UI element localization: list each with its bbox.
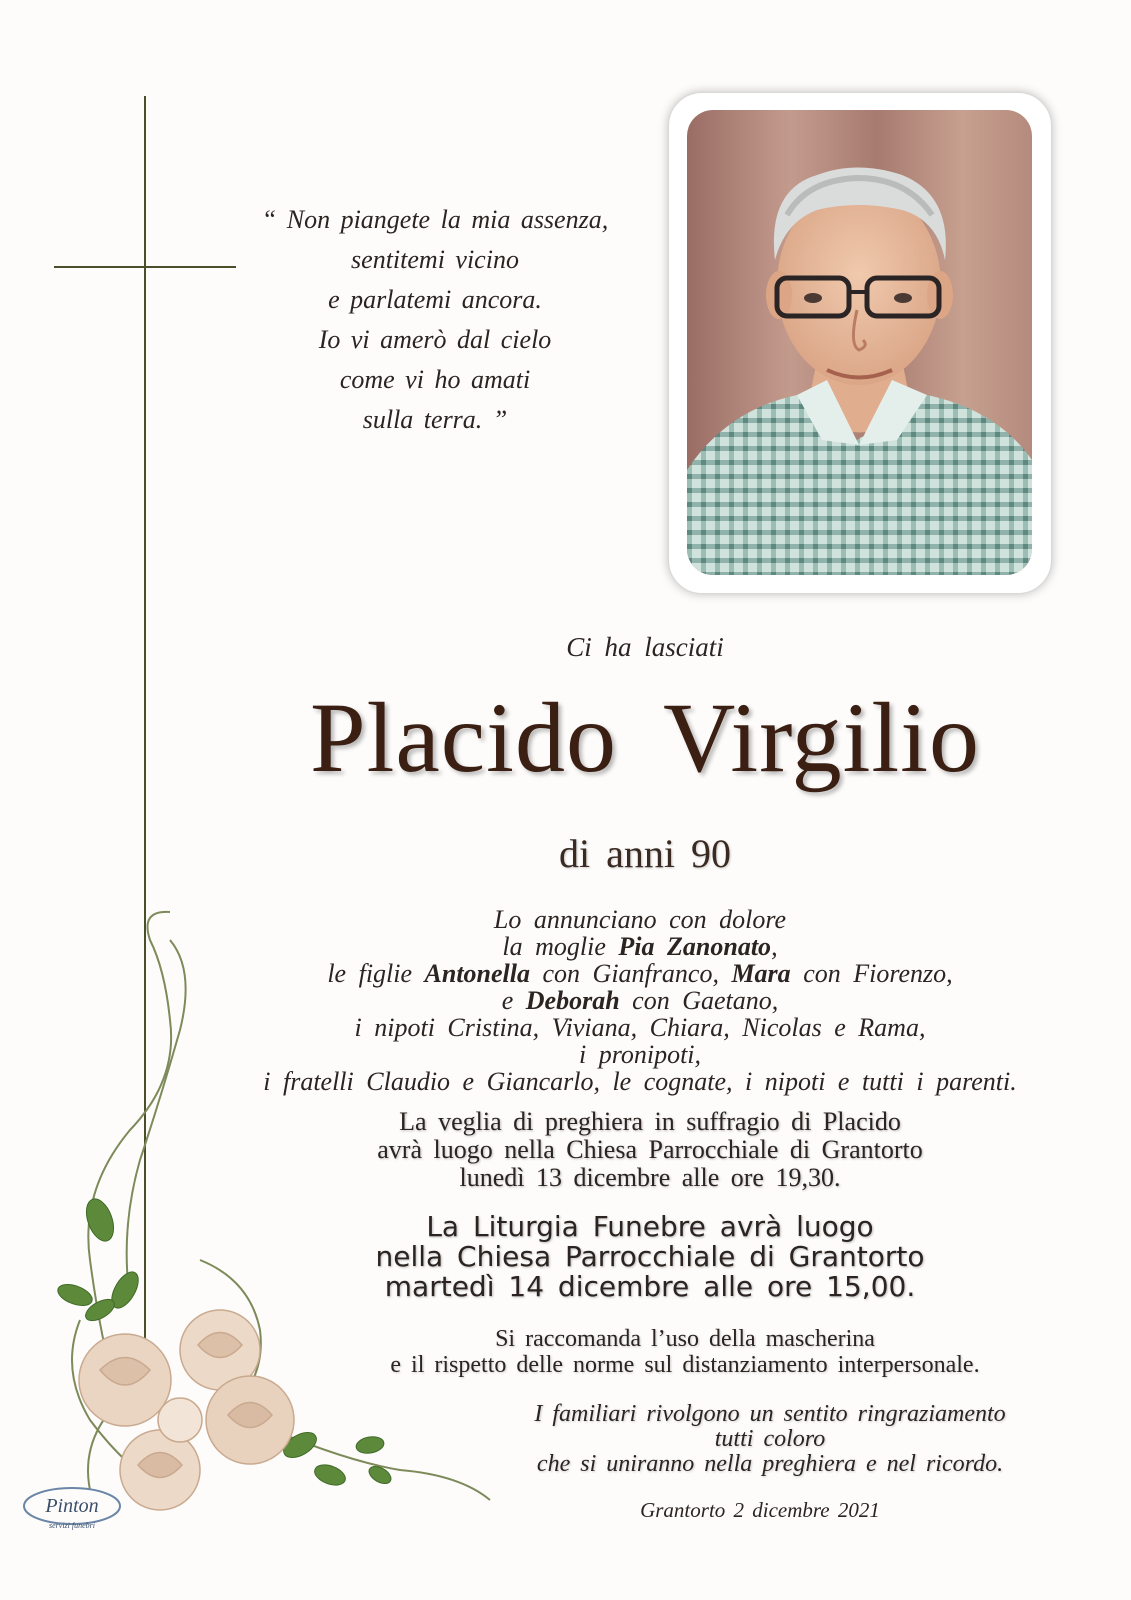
deceased-name: Placido Virgilio: [310, 682, 980, 793]
svg-text:Pinton: Pinton: [45, 1495, 99, 1517]
daughter-name: Deborah: [525, 986, 620, 1015]
vigil-line: La veglia di preghiera in suffragio di Placido: [399, 1107, 901, 1136]
announcement-line: i pronipoti,: [578, 1040, 702, 1069]
announcement-line: i fratelli Claudio e Giancarlo, le cognate, i nipoti e tutti i parenti.: [263, 1067, 1017, 1096]
funeral-line: martedì 14 dicembre alle ore 15,00.: [384, 1270, 916, 1303]
quote-line: sulla terra. ”: [362, 405, 508, 434]
funeral-line: nella Chiesa Parrocchiale di Grantorto: [375, 1240, 925, 1273]
thanks-line: I familiari rivolgono un sentito ringraziamento: [534, 1401, 1006, 1427]
memorial-quote: [220, 200, 650, 440]
quote-line: come vi ho amati: [339, 365, 531, 394]
quote-line: “ Non piangete la mia assenza,: [261, 205, 609, 234]
pinton-logo: [20, 1480, 130, 1540]
portrait-illustration: [687, 110, 1032, 575]
portrait-photo: [687, 110, 1032, 575]
svg-text:servizi funebri: servizi funebri: [49, 1521, 95, 1530]
wife-name: Pia Zanonato: [618, 932, 772, 961]
announcement-line: la moglie Pia Zanonato,: [502, 932, 778, 961]
daughter-name: Mara: [731, 959, 791, 988]
vigil-line: lunedì 13 dicembre alle ore 19,30.: [459, 1163, 841, 1192]
place-date: Grantorto 2 dicembre 2021: [640, 1498, 880, 1522]
cross-horizontal-bar: [54, 266, 236, 268]
daughter-name: Antonella: [424, 959, 531, 988]
thanks-line: tutti coloro: [714, 1426, 826, 1452]
quote-line: Io vi amerò dal cielo: [318, 325, 552, 354]
pinton-logo-graphic: [20, 1480, 130, 1540]
announcement-line: le figlie Antonella con Gianfranco, Mara con Fiorenzo,: [327, 959, 953, 988]
quote-line: e parlatemi ancora.: [328, 285, 542, 314]
announcement-line: i nipoti Cristina, Viviana, Chiara, Nicolas e Rama,: [354, 1013, 926, 1042]
floral-decoration: [20, 900, 540, 1560]
notice-line: Si raccomanda l’uso della mascherina: [495, 1326, 875, 1352]
vigil-line: avrà luogo nella Chiesa Parrocchiale di Grantorto: [377, 1135, 923, 1164]
notice-line: e il rispetto delle norme sul distanziamento interpersonale.: [390, 1352, 980, 1378]
announcement-line: Lo annunciano con dolore: [493, 905, 787, 934]
announcement-line: e Deborah con Gaetano,: [501, 986, 779, 1015]
quote-line: sentitemi vicino: [351, 245, 519, 274]
funeral-line: La Liturgia Funebre avrà luogo: [426, 1210, 874, 1243]
thanks-line: che si uniranno nella preghiera e nel ricordo.: [536, 1451, 1004, 1477]
deceased-age: di anni 90: [559, 831, 731, 876]
intro-line: Ci ha lasciati: [566, 632, 724, 662]
